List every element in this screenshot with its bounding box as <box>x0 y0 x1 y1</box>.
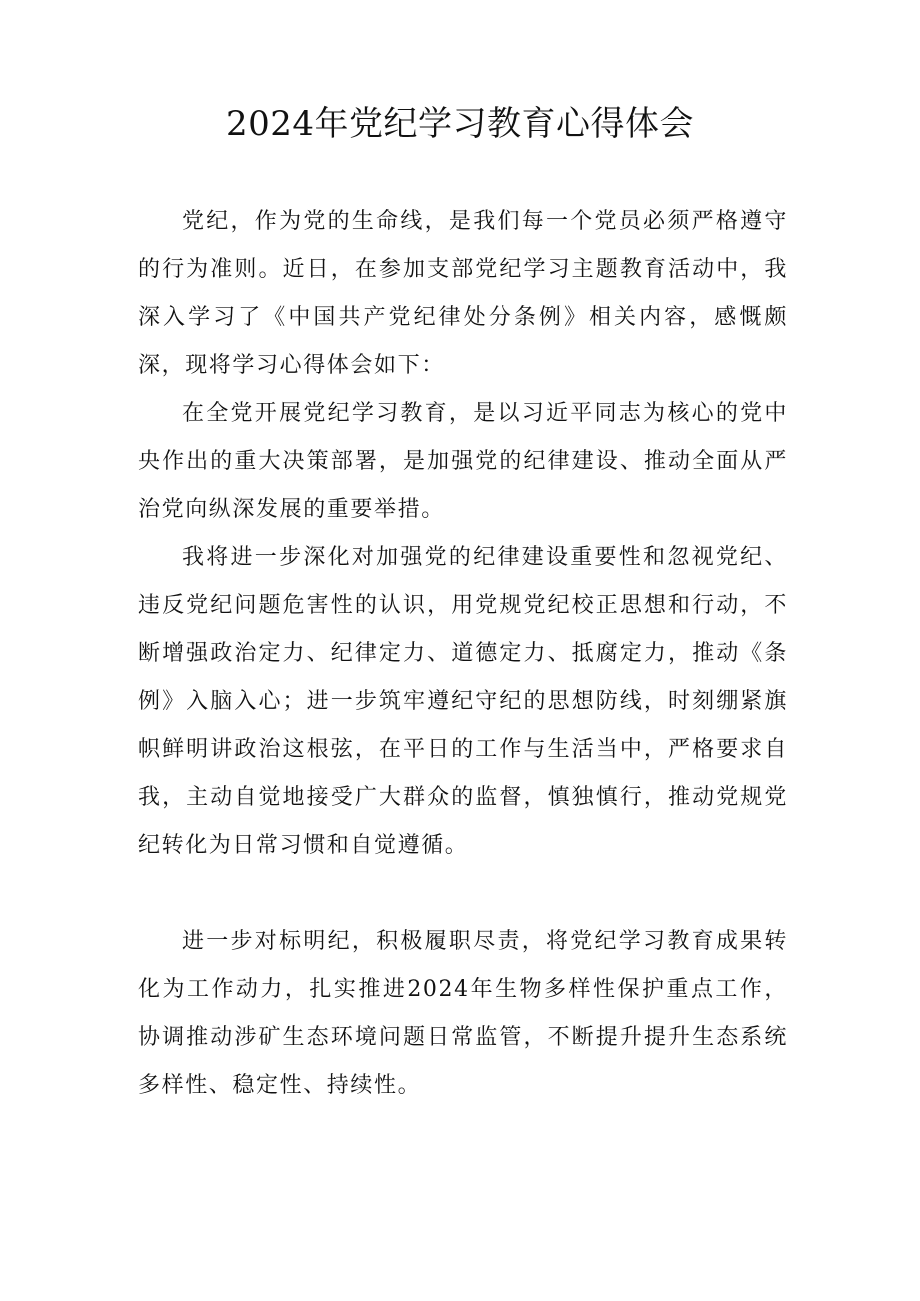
paragraph-commitment: 我将进一步深化对加强党的纪律建设重要性和忽视党纪、违反党纪问题危害性的认识，用党规党纪校正思想和行动，不断增强政治定力、纪律定力、道德定力、抵腐定力，推动《条例》入脑入心；进一步筑牢遵纪守纪的思想防线，时刻绷紧旗帜鲜明讲政治这根弦，在平日的工作与生活当中，严格要求自我，主动自觉地接受广大群众的监督，慎独慎行，推动党规党纪转化为日常习惯和自觉遵循。 <box>138 545 788 858</box>
document-title: 2024年党纪学习教育心得体会 <box>225 104 695 144</box>
paragraph-work-plan: 进一步对标明纪，积极履职尽责，将党纪学习教育成果转化为工作动力，扎实推进2024年生物多样性保护重点工作，协调推动涉矿生态环境问题日常监管，不断提升提升生态系统多样性、稳定性、持续性。 <box>138 929 788 1098</box>
document-body <box>138 198 788 1110</box>
paragraph-significance: 在全党开展党纪学习教育，是以习近平同志为核心的党中央作出的重大决策部署，是加强党的纪律建设、推动全面从严治党向纵深发展的重要举措。 <box>138 401 788 522</box>
paragraph-intro: 党纪，作为党的生命线，是我们每一个党员必须严格遵守的行为准则。近日，在参加支部党纪学习主题教育活动中，我深入学习了《中国共产党纪律处分条例》相关内容，感慨颇深，现将学习心得体会如下： <box>138 209 788 378</box>
